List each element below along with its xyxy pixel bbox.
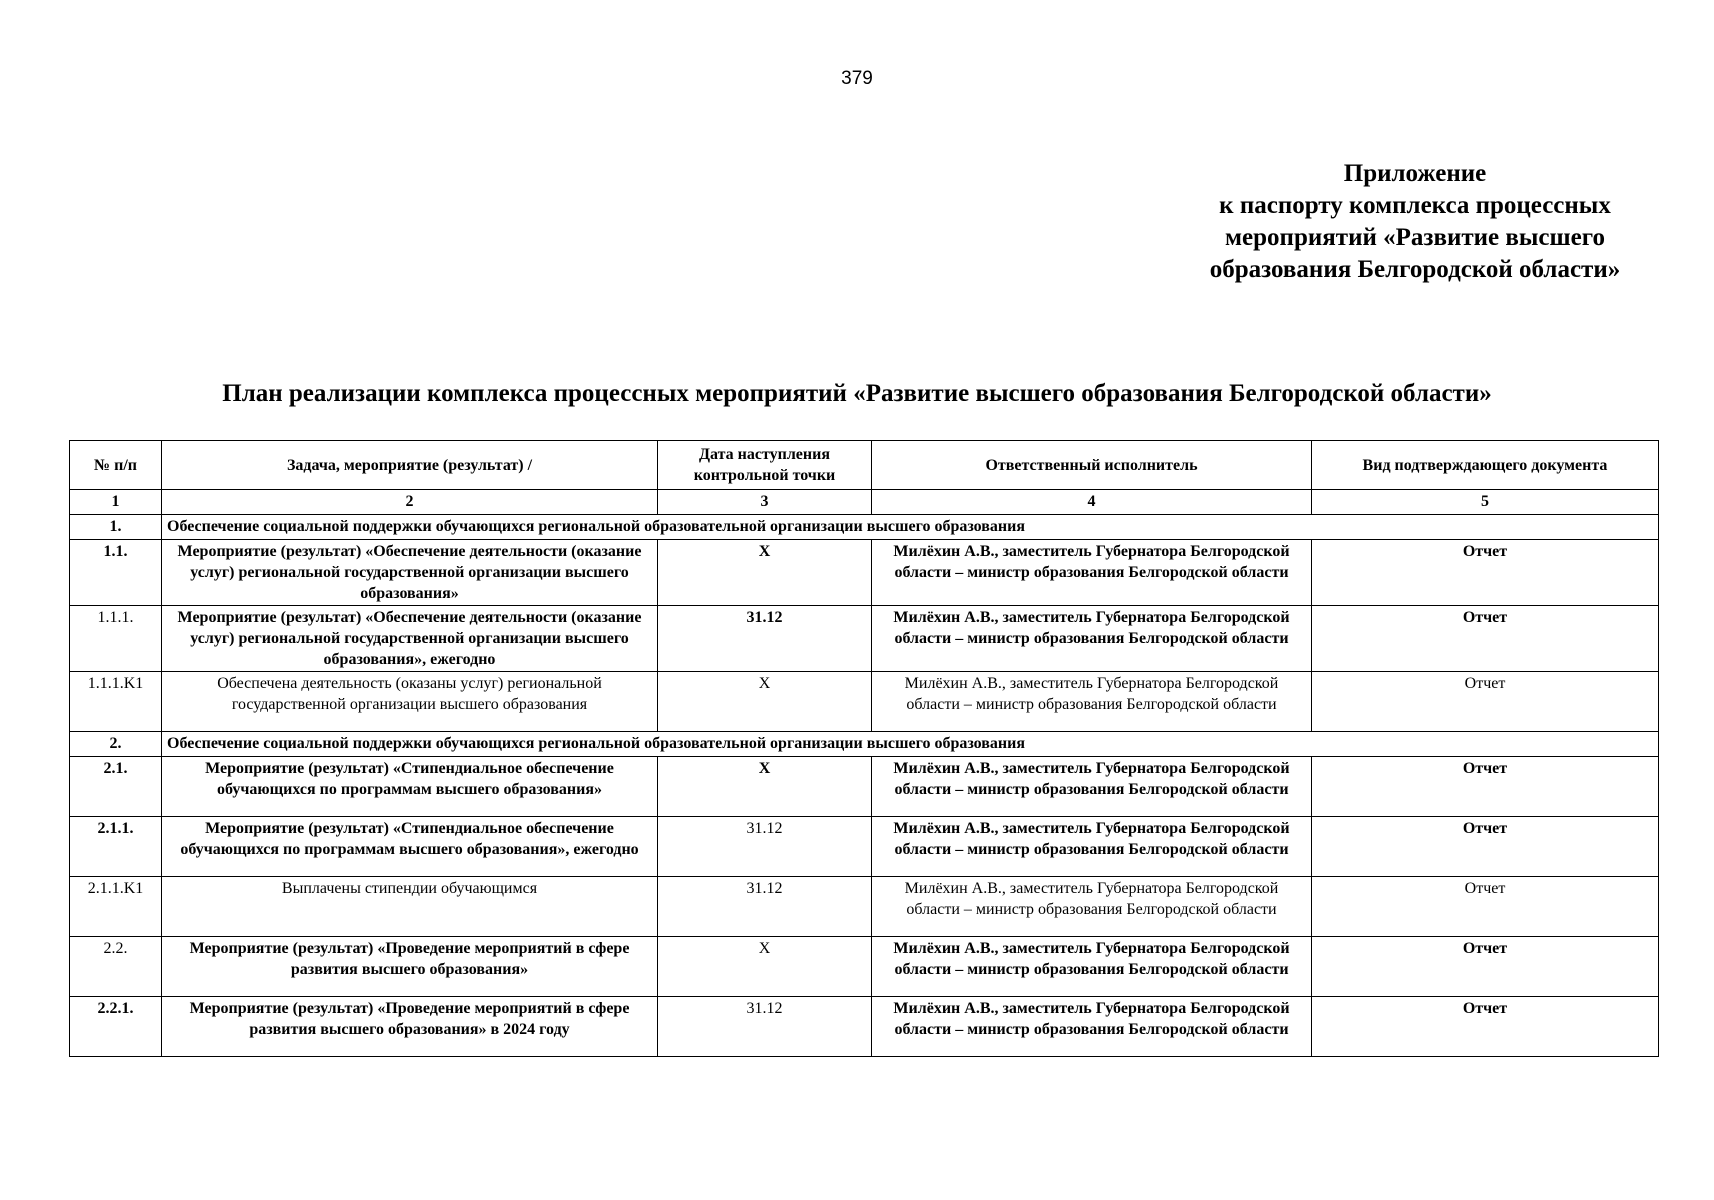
table-row — [70, 540, 1659, 606]
row-doc: Отчет — [1312, 877, 1659, 937]
row-responsible: Милёхин А.В., заместитель Губернатора Белгородской области – министр образования Белгородской области — [872, 877, 1312, 937]
row-date: 31.12 — [658, 997, 872, 1057]
row-doc: Отчет — [1312, 540, 1659, 606]
row-doc: Отчет — [1312, 757, 1659, 817]
column-number: 3 — [658, 490, 872, 515]
row-num: 2.1. — [70, 757, 162, 817]
row-responsible: Милёхин А.В., заместитель Губернатора Белгородской области – министр образования Белгородской области — [872, 757, 1312, 817]
row-date: X — [658, 672, 872, 732]
row-responsible: Милёхин А.В., заместитель Губернатора Белгородской области – министр образования Белгородской области — [872, 997, 1312, 1057]
row-num: 2. — [70, 732, 162, 757]
header-responsible: Ответственный исполнитель — [872, 441, 1312, 490]
row-num: 2.1.1.K1 — [70, 877, 162, 937]
column-number: 5 — [1312, 490, 1659, 515]
row-date: 31.12 — [658, 606, 872, 672]
table-row — [70, 937, 1659, 997]
row-num: 2.1.1. — [70, 817, 162, 877]
document-title: План реализации комплекса процессных мероприятий «Развитие высшего образования Белгородской области» — [222, 380, 1492, 407]
row-num: 1.1.1. — [70, 606, 162, 672]
table-row — [70, 757, 1659, 817]
row-doc: Отчет — [1312, 937, 1659, 997]
row-num: 1. — [70, 515, 162, 540]
appendix-line-3: мероприятий «Развитие высшего — [1225, 224, 1605, 251]
header-date: Дата наступления контрольной точки — [658, 441, 872, 490]
table-row — [70, 997, 1659, 1057]
row-num: 2.2. — [70, 937, 162, 997]
appendix-line-4: образования Белгородской области» — [1209, 256, 1621, 283]
table-header-row — [70, 441, 1659, 490]
row-task: Мероприятие (результат) «Обеспечение деятельности (оказание услуг) региональной государственной организации высшего образования» — [162, 540, 658, 606]
row-date: 31.12 — [658, 817, 872, 877]
row-doc: Отчет — [1312, 672, 1659, 732]
column-number: 2 — [162, 490, 658, 515]
row-responsible: Милёхин А.В., заместитель Губернатора Белгородской области – министр образования Белгородской области — [872, 606, 1312, 672]
column-number: 1 — [70, 490, 162, 515]
row-task: Обеспечена деятельность (оказаны услуг) региональной государственной организации высшего образования — [162, 672, 658, 732]
row-date: X — [658, 757, 872, 817]
table-section-row — [70, 732, 1659, 757]
section-text: Обеспечение социальной поддержки обучающихся региональной образовательной организации высшего образования — [162, 515, 1659, 540]
header-task: Задача, мероприятие (результат) / — [162, 441, 658, 490]
table-section-row — [70, 515, 1659, 540]
row-doc: Отчет — [1312, 817, 1659, 877]
row-num: 2.2.1. — [70, 997, 162, 1057]
row-task: Мероприятие (результат) «Обеспечение деятельности (оказание услуг) региональной государственной организации высшего образования», ежегодно — [162, 606, 658, 672]
appendix-line-1: Приложение — [1343, 160, 1487, 187]
row-task: Мероприятие (результат) «Проведение мероприятий в сфере развития высшего образования» в 2024 году — [162, 997, 658, 1057]
table-row — [70, 606, 1659, 672]
table-row — [70, 817, 1659, 877]
row-responsible: Милёхин А.В., заместитель Губернатора Белгородской области – министр образования Белгородской области — [872, 937, 1312, 997]
page-number: 379 — [841, 68, 873, 89]
row-date: 31.12 — [658, 877, 872, 937]
header-num: № п/п — [70, 441, 162, 490]
row-task: Мероприятие (результат) «Стипендиальное обеспечение обучающихся по программам высшего образования» — [162, 757, 658, 817]
appendix-heading — [1170, 158, 1660, 286]
row-num: 1.1.1.K1 — [70, 672, 162, 732]
column-number-row — [70, 490, 1659, 515]
appendix-line-2: к паспорту комплекса процессных — [1219, 192, 1611, 219]
row-responsible: Милёхин А.В., заместитель Губернатора Белгородской области – министр образования Белгородской области — [872, 540, 1312, 606]
row-date: X — [658, 937, 872, 997]
row-task: Мероприятие (результат) «Стипендиальное обеспечение обучающихся по программам высшего образования», ежегодно — [162, 817, 658, 877]
column-number: 4 — [872, 490, 1312, 515]
header-doc: Вид подтверждающего документа — [1312, 441, 1659, 490]
plan-table — [69, 440, 1659, 1057]
row-doc: Отчет — [1312, 997, 1659, 1057]
row-responsible: Милёхин А.В., заместитель Губернатора Белгородской области – министр образования Белгородской области — [872, 817, 1312, 877]
row-doc: Отчет — [1312, 606, 1659, 672]
row-task: Выплачены стипендии обучающимся — [162, 877, 658, 937]
table-row — [70, 877, 1659, 937]
row-date: X — [658, 540, 872, 606]
table-row — [70, 672, 1659, 732]
row-task: Мероприятие (результат) «Проведение мероприятий в сфере развития высшего образования» — [162, 937, 658, 997]
row-num: 1.1. — [70, 540, 162, 606]
section-text: Обеспечение социальной поддержки обучающихся региональной образовательной организации высшего образования — [162, 732, 1659, 757]
row-responsible: Милёхин А.В., заместитель Губернатора Белгородской области – министр образования Белгородской области — [872, 672, 1312, 732]
